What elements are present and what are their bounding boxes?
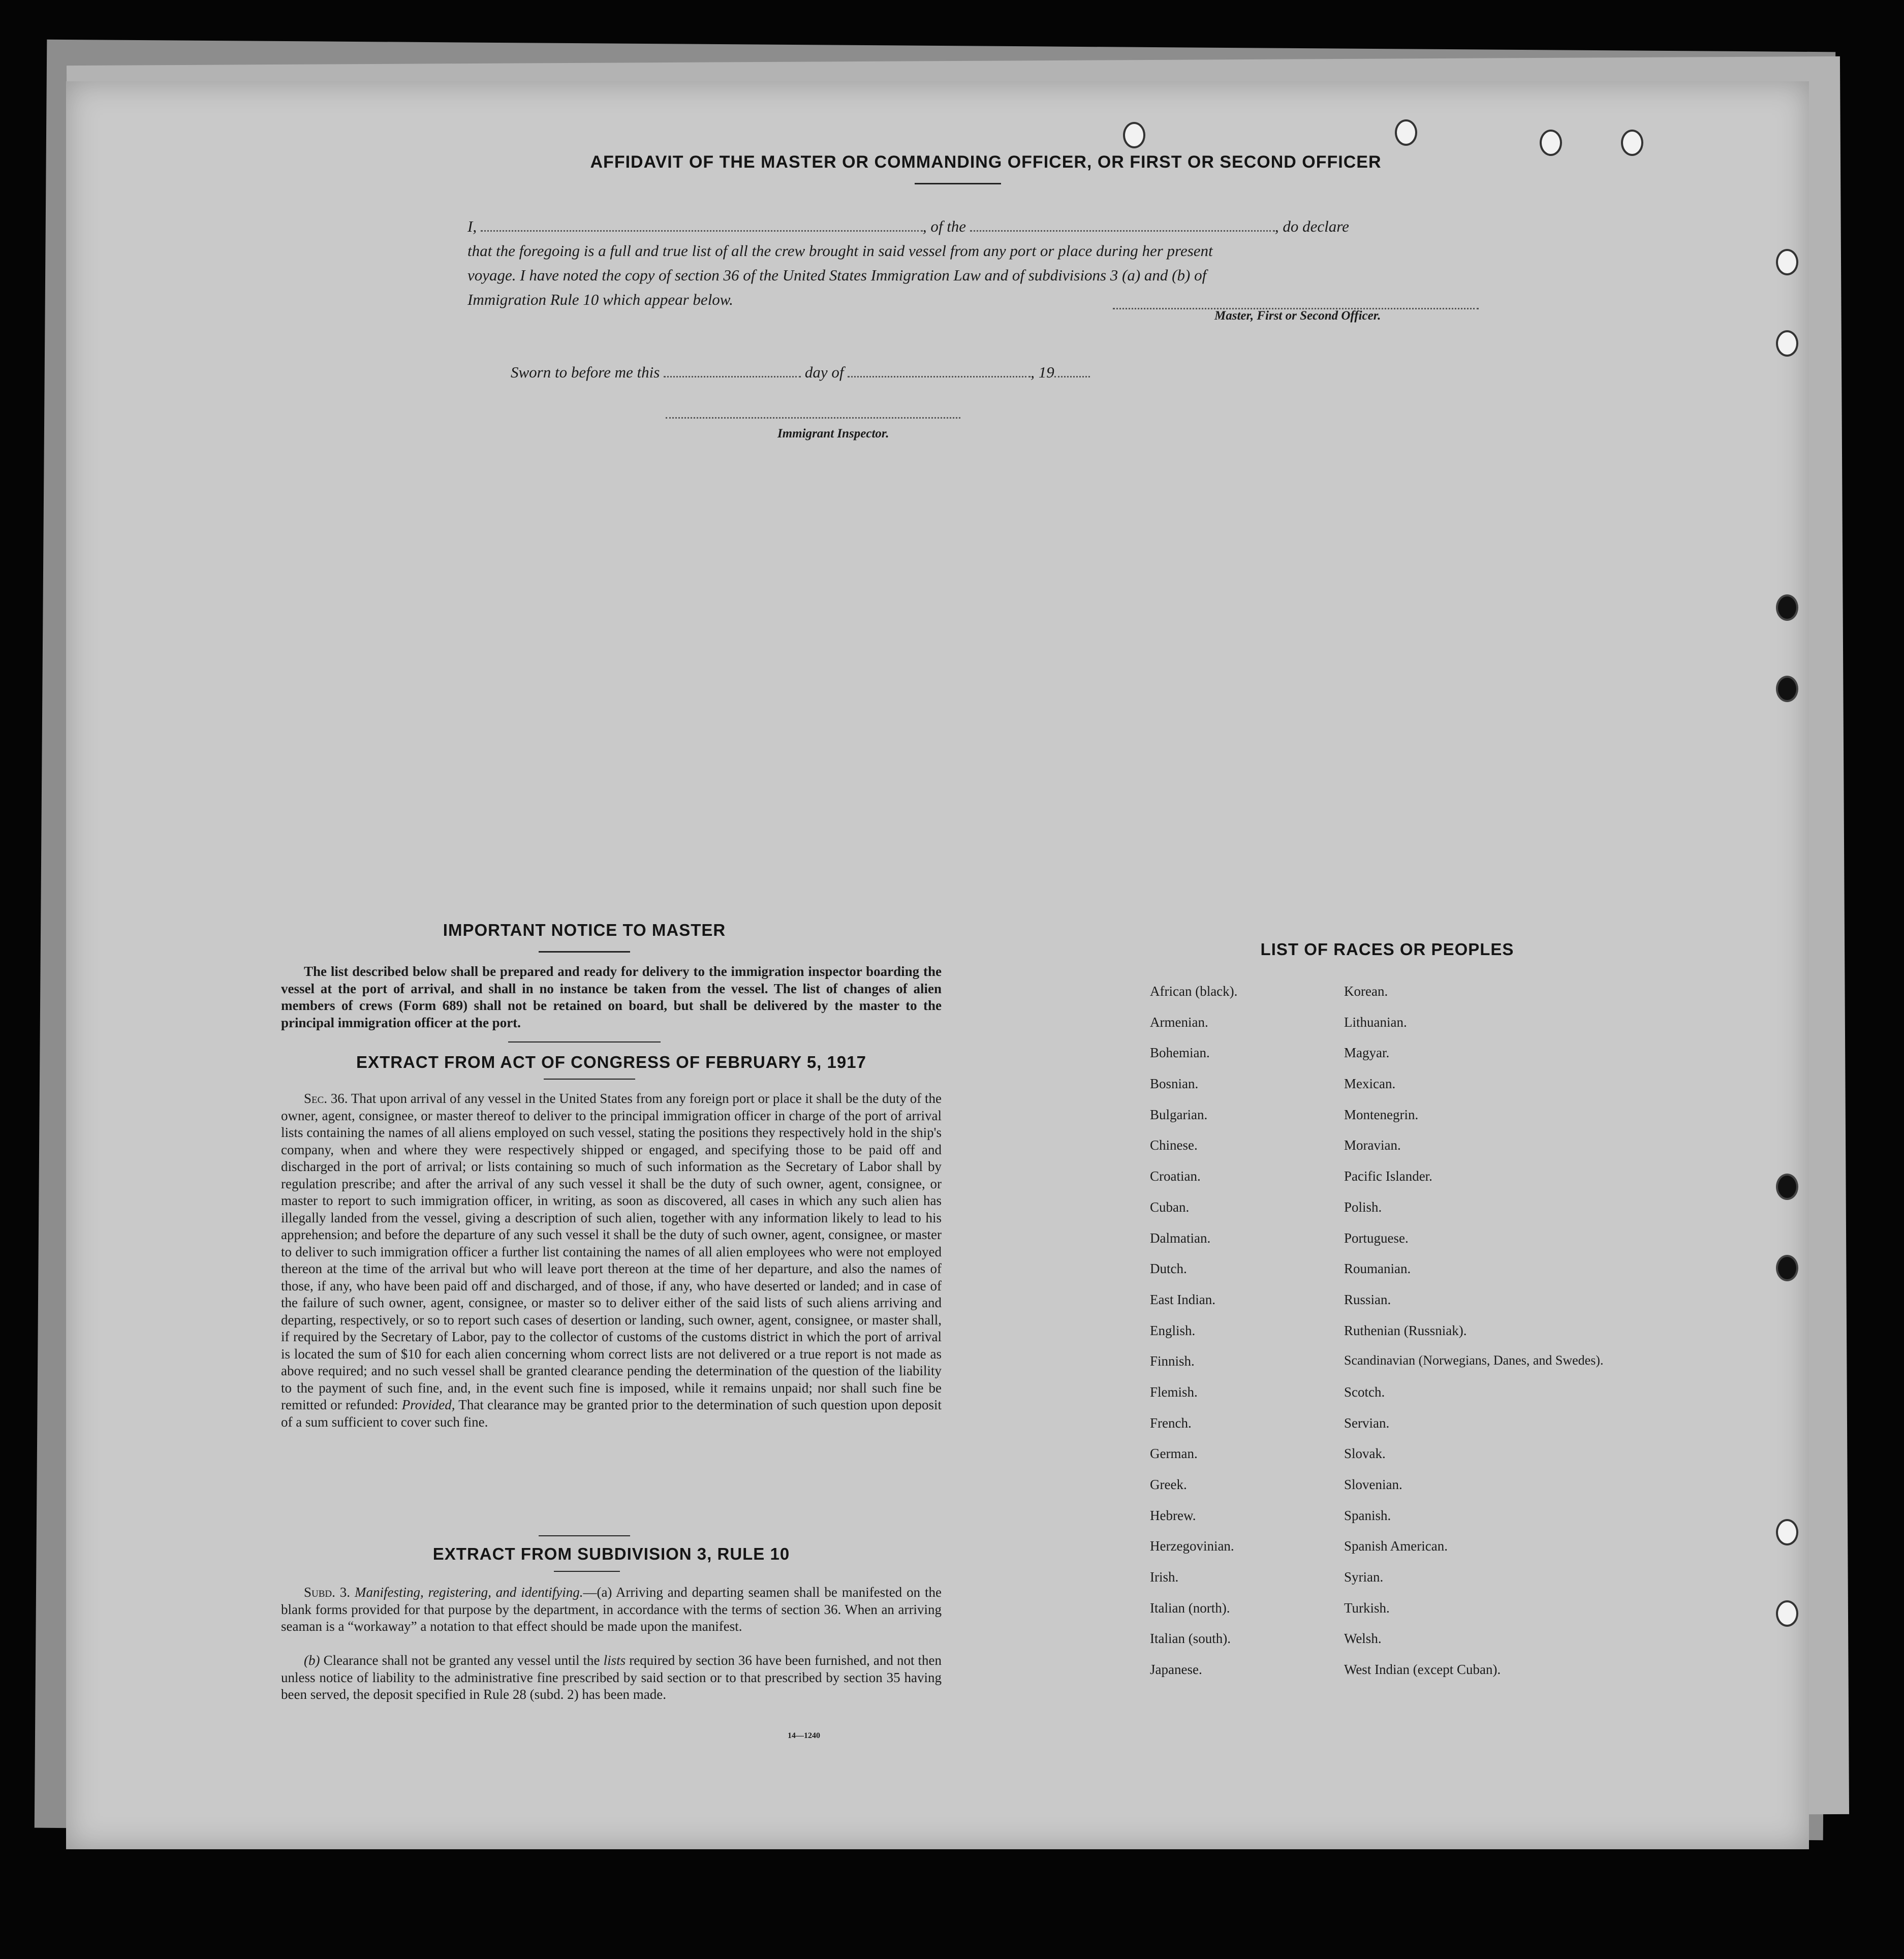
day-blank: [664, 375, 801, 377]
document-page: [66, 81, 1809, 1849]
race-item: Italian (south).: [1150, 1631, 1231, 1647]
punch-hole: [1776, 1174, 1798, 1200]
race-item: Spanish American.: [1344, 1538, 1448, 1554]
affidavit-line-1: [467, 217, 1509, 236]
rule-b-text-end: required by section 36 have been furnished, and not then unless notice of liability to the administrative fine prescribed by said section or to that prescribed by section 35 having been served, the deposit specified in Rule 28 (subd. 2) has been made.: [281, 1653, 942, 1702]
punch-hole: [1621, 130, 1643, 156]
race-item: Roumanian.: [1344, 1261, 1411, 1277]
affidavit-line-4: Immigration Rule 10 which appear below.: [467, 291, 733, 308]
notice-title: IMPORTANT NOTICE TO MASTER: [443, 921, 726, 939]
act-body: That upon arrival of any vessel in the United States from any foreign port or place it shall be the duty of the owner, agent, consignee, or master thereof to deliver to the principal immigration officer in charge of the port of arrival lists containing the names of all aliens employed on such vessel, stating the positions they respectively hold in the ship's company, when and where they were respectively shipped or engaged, and specifying those to be paid off and discharged in the port of arrival; or lists containing so much of such information as the Secretary of Labor shall by regulation prescribe; and after the arrival of any such vessel it shall be the duty of such owner, agent, consignee, or master to report to such immigration officer, in writing, as soon as discovered, all cases in which any such alien has illegally landed from the vessel, giving a description of such alien, together with any information likely to lead to his apprehension; and before the departure of any such vessel it shall be the duty of such owner, agent, consignee, or master to deliver to such immigration officer a further list containing the names of all alien employees who were not employed thereon at the time of the arrival but who will leave port thereon at the time of her departure, and also the names of those, if any, who have been paid off and discharged, and of those, if any, who have deserted or landed; and in case of the failure of such owner, agent, consignee, or master so to deliver either of the said lists of such aliens arriving and departing, respectively, or so to report such cases of desertion or landing, such owner, agent, consignee, or master shall, if required by the Secretary of Labor, pay to the collector of customs of the customs district in which the port of arrival is located the sum of $10 for each alien concerning whom correct lists are not delivered or a true report is not made as above required; and no such vessel shall be granted clearance pending the determination of the question of the liability to the payment of such fine, and, in the event such fine is imposed, while it remains unpaid; nor shall such fine be remitted or refunded:: [281, 1091, 942, 1412]
rule-subd-heading: Manifesting, registering, and identifying.: [354, 1585, 583, 1600]
race-item: Mexican.: [1344, 1076, 1396, 1092]
race-item: German.: [1150, 1446, 1198, 1462]
race-item: Turkish.: [1344, 1600, 1390, 1616]
divider: [539, 1535, 630, 1536]
race-item: Flemish.: [1150, 1384, 1198, 1400]
race-item: Montenegrin.: [1344, 1107, 1419, 1122]
notice-text: The list described below shall be prepared and ready for delivery to the immigration inspector boarding the vessel at the port of arrival, and shall in no instance be taken from the vessel. The list of changes of alien members of crews (Form 689) shall not be retained on board, but shall be delivered by the master to the principal immigration officer at the port.: [281, 964, 942, 1030]
inspector-caption: Immigrant Inspector.: [777, 427, 889, 440]
sworn-year: , 19: [1031, 363, 1054, 381]
race-item: Finnish.: [1150, 1353, 1195, 1369]
race-item: Greek.: [1150, 1477, 1187, 1492]
race-item: Herzegovinian.: [1150, 1538, 1234, 1554]
rule-title: EXTRACT FROM SUBDIVISION 3, RULE 10: [432, 1544, 790, 1563]
races-left-column: [1150, 984, 1343, 1693]
inspector-line: [666, 417, 960, 419]
affidavit-declare: , do declare: [1274, 217, 1349, 235]
name-blank: [481, 230, 923, 232]
race-item: Bulgarian.: [1150, 1107, 1208, 1122]
race-item: Moravian.: [1344, 1138, 1401, 1153]
affidavit-line-2: that the foregoing is a full and true list of all the crew brought in said vessel from any port or place during her present: [467, 242, 1213, 260]
rule-b-text: Clearance shall not be granted any vessel until the: [323, 1653, 600, 1668]
divider: [544, 1079, 635, 1080]
divider: [554, 1571, 620, 1572]
sworn-day-of: day of: [804, 363, 844, 381]
race-item: Bohemian.: [1150, 1045, 1210, 1061]
race-item: Polish.: [1344, 1199, 1382, 1215]
punch-hole: [1776, 330, 1798, 357]
race-item: Welsh.: [1344, 1631, 1382, 1647]
race-item: Dalmatian.: [1150, 1230, 1211, 1246]
act-text: [281, 1090, 942, 1431]
affidavit-of-the: , of the: [922, 217, 966, 235]
race-item: Magyar.: [1344, 1045, 1390, 1061]
year-blank: [1054, 375, 1090, 377]
affidavit-line-3: voyage. I have noted the copy of section 36 of the United States Immigration Law and of subdivisions 3 (a) and (b) of: [467, 266, 1207, 284]
race-item: Spanish.: [1344, 1507, 1391, 1523]
race-item: Scotch.: [1344, 1384, 1385, 1400]
race-item: Italian (north).: [1150, 1600, 1230, 1616]
rule-subd-b: [281, 1652, 942, 1703]
race-item: Syrian.: [1344, 1569, 1384, 1585]
race-item: Dutch.: [1150, 1261, 1187, 1277]
race-item: East Indian.: [1150, 1291, 1215, 1307]
race-item: Armenian.: [1150, 1014, 1208, 1030]
race-item: Portuguese.: [1344, 1230, 1409, 1246]
race-item: Croatian.: [1150, 1168, 1201, 1184]
act-provided: Provided,: [401, 1397, 455, 1412]
race-item: English.: [1150, 1322, 1196, 1338]
punch-hole: [1776, 249, 1798, 275]
race-item: Pacific Islander.: [1344, 1168, 1432, 1184]
vessel-blank: [970, 230, 1275, 232]
race-item: Cuban.: [1150, 1199, 1190, 1215]
rule-b-lists: lists: [603, 1653, 626, 1668]
act-body-end: That clearance may be granted prior to the determination of such question upon deposit of a sum sufficient to cover such fine.: [281, 1397, 942, 1430]
divider: [915, 183, 1001, 184]
signature-caption: Master, First or Second Officer.: [1214, 309, 1381, 323]
race-item: Lithuanian.: [1344, 1014, 1407, 1030]
form-number: 14—1240: [788, 1731, 820, 1740]
race-item: Chinese.: [1150, 1138, 1198, 1153]
affidavit-title: AFFIDAVIT OF THE MASTER OR COMMANDING OFFICER, OR FIRST OR SECOND OFFICER: [590, 152, 1382, 172]
race-item: Korean.: [1344, 984, 1388, 999]
sworn-prefix: Sworn to before me this: [511, 363, 660, 381]
punch-hole: [1776, 676, 1798, 702]
race-item: Japanese.: [1150, 1662, 1202, 1678]
race-item: Russian.: [1344, 1291, 1391, 1307]
punch-hole: [1776, 594, 1798, 621]
punch-hole: [1776, 1519, 1798, 1545]
act-title: EXTRACT FROM ACT OF CONGRESS OF FEBRUARY 5, 1917: [356, 1053, 866, 1071]
race-item: Bosnian.: [1150, 1076, 1199, 1092]
rule-subd-label: Subd. 3.: [304, 1585, 351, 1600]
sworn-line: [511, 363, 1090, 382]
punch-hole: [1395, 119, 1417, 146]
rule-b-label: (b): [304, 1653, 320, 1668]
race-item: Servian.: [1344, 1415, 1390, 1431]
race-item: French.: [1150, 1415, 1192, 1431]
race-item: Hebrew.: [1150, 1507, 1196, 1523]
rule-subd-a: [281, 1584, 942, 1635]
punch-hole: [1776, 1600, 1798, 1627]
divider: [508, 1041, 661, 1042]
act-sec-label: Sec. 36.: [304, 1091, 348, 1106]
rule-a-text: —(a) Arriving and departing seamen shall be manifested on the blank forms provided for that purpose by the department, in accordance with the terms of section 36. When an arriving seaman is a “workaway” a notation to that effect should be made upon the manifest.: [281, 1585, 942, 1634]
affidavit-i: I,: [467, 217, 477, 235]
race-item: West Indian (except Cuban).: [1344, 1662, 1501, 1678]
race-item: Slovak.: [1344, 1446, 1386, 1462]
race-item: Irish.: [1150, 1569, 1179, 1585]
month-blank: [848, 375, 1031, 377]
race-item: Slovenian.: [1344, 1477, 1402, 1492]
punch-hole: [1776, 1255, 1798, 1281]
race-item: Scandinavian (Norwegians, Danes, and Swedes).: [1344, 1353, 1604, 1368]
races-right-column: [1344, 984, 1629, 1693]
races-title: LIST OF RACES OR PEOPLES: [1260, 940, 1514, 959]
race-item: African (black).: [1150, 984, 1238, 999]
race-item: Ruthenian (Russniak).: [1344, 1322, 1467, 1338]
punch-hole: [1123, 122, 1145, 148]
punch-hole: [1540, 130, 1562, 156]
divider: [539, 951, 630, 953]
